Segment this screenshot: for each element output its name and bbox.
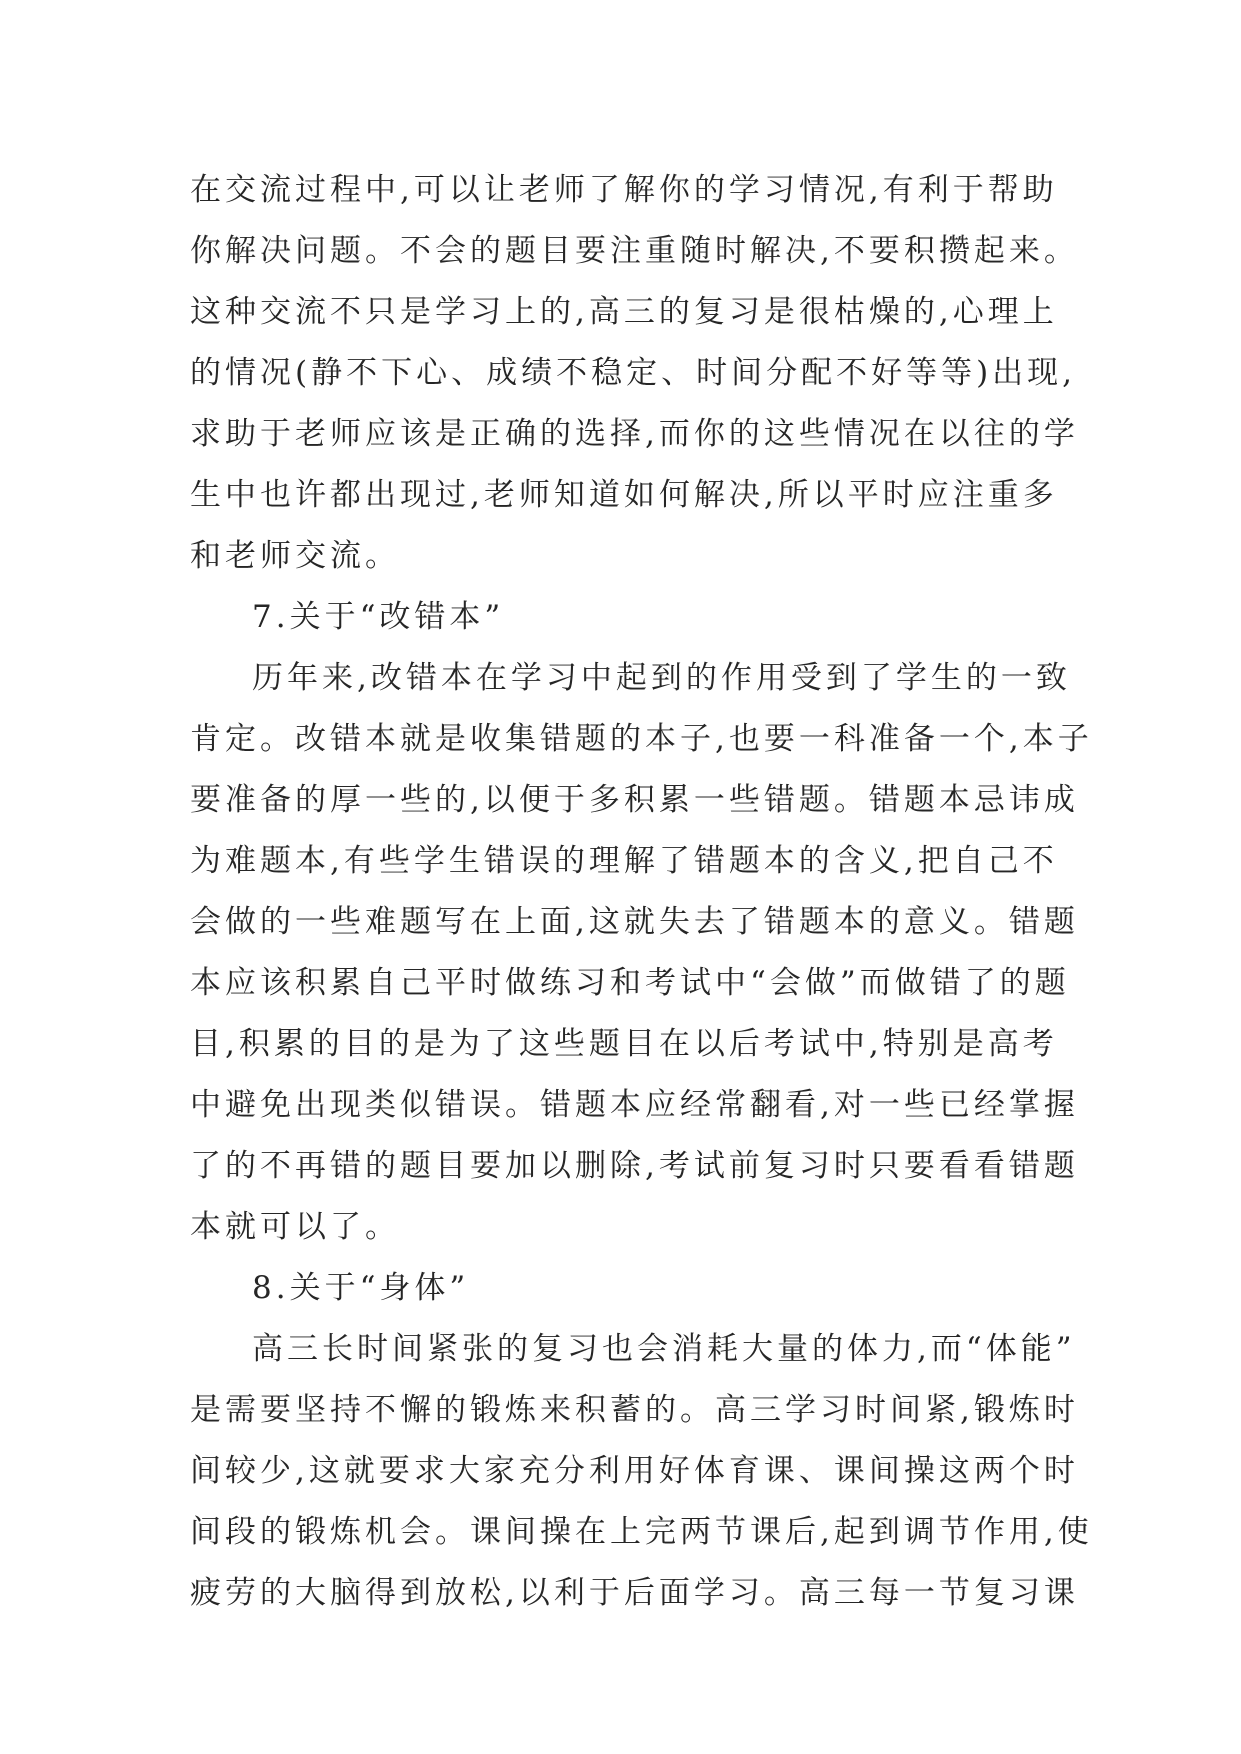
paragraph-line: 疲劳的大脑得到放松,以利于后面学习。高三每一节复习课 <box>190 1575 1079 1611</box>
paragraph-line: 中避免出现类似错误。错题本应经常翻看,对一些已经掌握 <box>190 1087 1079 1123</box>
paragraph-line: 本应该积累自己平时做练习和考试中“会做”而做错了的题 <box>190 965 1070 1001</box>
paragraph-line: 你解决问题。不会的题目要注重随时解决,不要积攒起来。 <box>190 233 1079 269</box>
paragraph-line: 间段的锻炼机会。课间操在上完两节课后,起到调节作用,使 <box>190 1514 1093 1550</box>
paragraph-line: 高三长时间紧张的复习也会消耗大量的体力,而“体能” <box>252 1331 1076 1367</box>
section-heading-8: 8.关于“身体” <box>252 1270 470 1306</box>
paragraph-line: 历年来,改错本在学习中起到的作用受到了学生的一致 <box>252 660 1071 696</box>
paragraph-line: 间较少,这就要求大家充分利用好体育课、课间操这两个时 <box>190 1453 1079 1489</box>
paragraph-line: 和老师交流。 <box>190 538 400 574</box>
paragraph-line: 要准备的厚一些的,以便于多积累一些错题。错题本忌讳成 <box>190 782 1079 818</box>
paragraph-line: 肯定。改错本就是收集错题的本子,也要一科准备一个,本子 <box>190 721 1093 757</box>
paragraph-line: 生中也许都出现过,老师知道如何解决,所以平时应注重多 <box>190 477 1058 513</box>
paragraph-line: 为难题本,有些学生错误的理解了错题本的含义,把自己不 <box>190 843 1058 879</box>
paragraph-line: 在交流过程中,可以让老师了解你的学习情况,有利于帮助 <box>190 172 1058 208</box>
paragraph-line: 了的不再错的题目要加以删除,考试前复习时只要看看错题 <box>190 1148 1079 1184</box>
body-text <box>190 160 1093 1624</box>
paragraph-line: 是需要坚持不懈的锻炼来积蓄的。高三学习时间紧,锻炼时 <box>190 1392 1079 1428</box>
paragraph-line: 求助于老师应该是正确的选择,而你的这些情况在以往的学 <box>190 416 1079 452</box>
paragraph-line: 目,积累的目的是为了这些题目在以后考试中,特别是高考 <box>190 1026 1058 1062</box>
section-heading-7: 7.关于“改错本” <box>252 599 505 635</box>
paragraph-line: 的情况(静不下心、成绩不稳定、时间分配不好等等)出现, <box>190 355 1077 391</box>
paragraph-line: 本就可以了。 <box>190 1209 400 1245</box>
paragraph-line: 这种交流不只是学习上的,高三的复习是很枯燥的,心理上 <box>190 294 1058 330</box>
paragraph-line: 会做的一些难题写在上面,这就失去了错题本的意义。错题 <box>190 904 1079 940</box>
